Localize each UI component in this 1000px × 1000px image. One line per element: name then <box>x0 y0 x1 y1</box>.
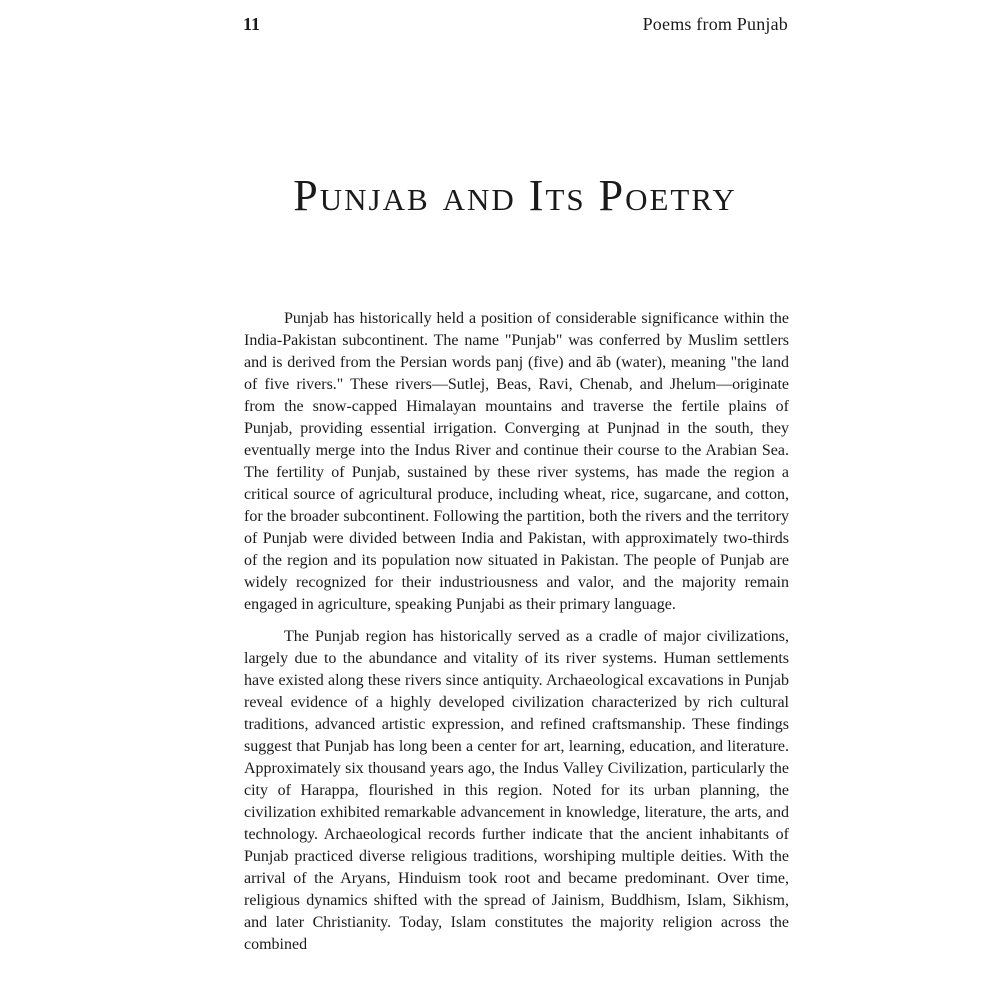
running-head: Poems from Punjab <box>642 14 788 34</box>
paragraph-2: The Punjab region has historically served as a cradle of major civilizations, largely due to the abundance and vitality of its river systems. Human settlements have existed along these rivers since antiquity. Archaeological excavations in Punjab reveal evidence of a highly developed civilization characterized by rich cultural traditions, advanced artistic expression, and refined craftsmanship. These findings suggest that Punjab has long been a center for art, learning, education, and literature. Approximately six thousand years ago, the Indus Valley Civilization, particularly the city of Harappa, flourished in this region. Noted for its urban planning, the civilization exhibited remarkable advancement in knowledge, literature, the arts, and technology. Archaeological records further indicate that the ancient inhabitants of Punjab practiced diverse religious traditions, worshiping multiple deities. With the arrival of the Aryans, Hinduism took root and became predominant. Over time, religious dynamics shifted with the spread of Jainism, Buddhism, Islam, Sikhism, and later Christianity. Today, Islam constitutes the majority religion across the combined <box>244 628 789 953</box>
paragraph-1: Punjab has historically held a position of considerable significance within the India-Pakistan subcontinent. The name "Punjab" was conferred by Muslim settlers and is derived from the Persian words panj (five) and āb (water), meaning "the land of five rivers." These rivers—Sutlej, Beas, Ravi, Chenab, and Jhelum—originate from the snow-capped Himalayan mountains and traverse the fertile plains of Punjab, providing essential irrigation. Converging at Punjnad in the south, they eventually merge into the Indus River and continue their course to the Arabian Sea. The fertility of Punjab, sustained by these river systems, has made the region a critical source of agricultural produce, including wheat, rice, sugarcane, and cotton, for the broader subcontinent. Following the partition, both the rivers and the territory of Punjab were divided between India and Pakistan, with approximately two-thirds of the region and its population now situated in Pakistan. The people of Punjab are widely recognized for their industriousness and valor, and the majority remain engaged in agriculture, speaking Punjabi as their primary language. <box>244 310 789 613</box>
page-header <box>243 14 788 42</box>
chapter-title: Punjab and Its Poetry <box>293 171 737 220</box>
body-text <box>244 308 789 956</box>
page-number: 11 <box>243 14 261 34</box>
